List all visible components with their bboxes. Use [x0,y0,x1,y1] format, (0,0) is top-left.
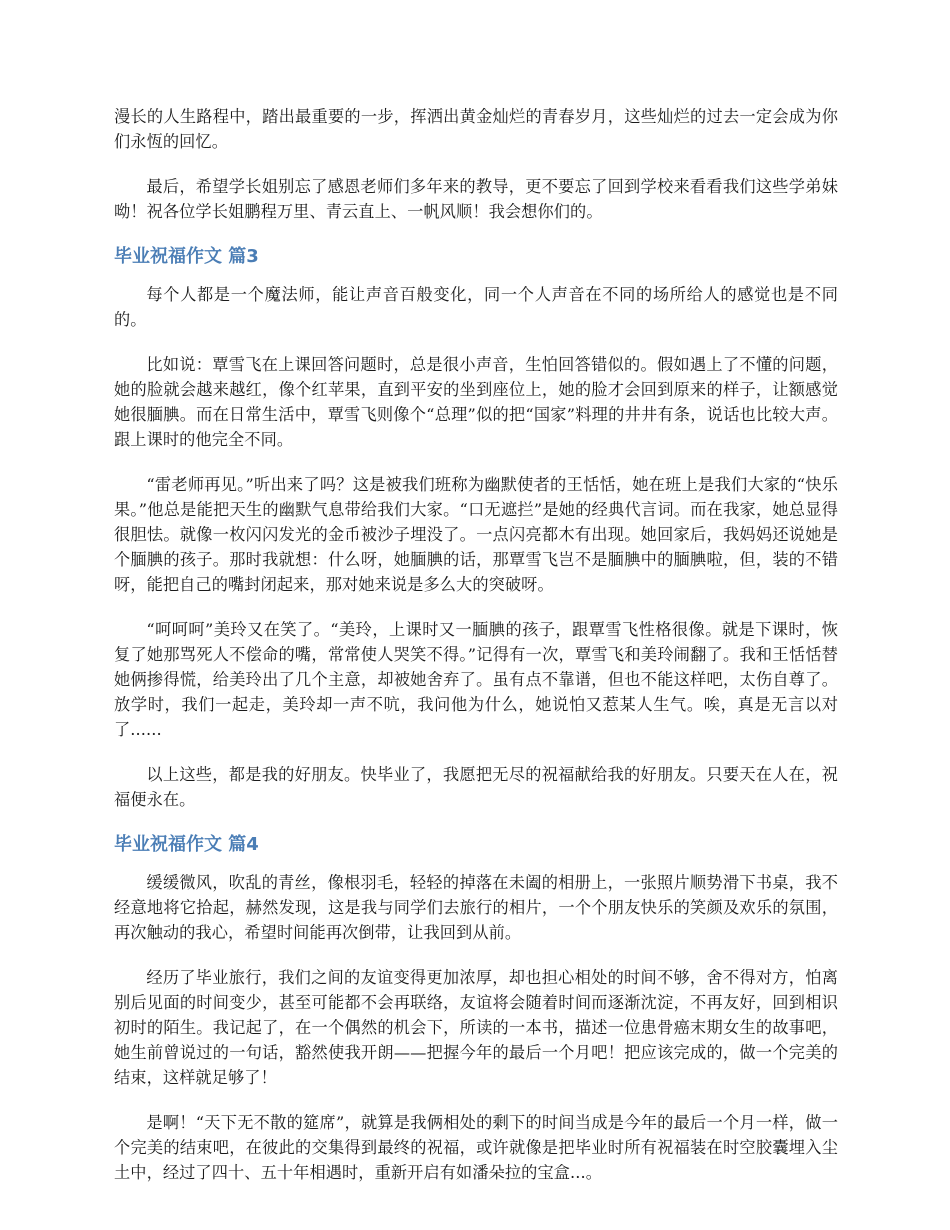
paragraph: 缓缓微风，吹乱的青丝，像根羽毛，轻轻的掉落在未阖的相册上，一张照片顺势滑下书桌，我不经意地将它拾起，赫然发现，这是我与同学们去旅行的相片，一个个朋友快乐的笑颜及欢乐的氛围，再次触动的我心，希望时间能再次倒带，让我回到从前。 [114,873,838,942]
section-heading: 毕业祝福作文 篇3 [114,246,259,267]
paragraph: 每个人都是一个魔法师，能让声音百般变化，同一个人声音在不同的场所给人的感觉也是不同的。 [114,285,838,329]
paragraph: “呵呵呵”美玲又在笑了。“美玲，上课时又一腼腆的孩子，跟覃雪飞性格很像。就是下课时，恢复了她那骂死人不偿命的嘴，常常使人哭笑不得。”记得有一次，覃雪飞和美玲闹翻了。我和王恬恬替她俩掺得慌，给美玲出了几个主意，却被她舍弃了。虽有点不靠谱，但也不能这样吧，太伤自尊了。放学时，我们一起走，美玲却一声不吭，我问他为什么，她说怕又惹某人生气。唉，真是无言以对了...... [114,620,838,739]
paragraph: 以上这些，都是我的好朋友。快毕业了，我愿把无尽的祝福献给我的好朋友。只要天在人在，祝福便永在。 [114,765,838,809]
paragraph: 比如说：覃雪飞在上课回答问题时，总是很小声音，生怕回答错似的。假如遇上了不懂的问题，她的脸就会越来越红，像个红苹果，直到平安的坐到座位上，她的脸才会回到原来的样子，让额感觉她很腼腆。而在日常生活中，覃雪飞则像个“总理”似的把“国家”料理的井井有条，说话也比较大声。跟上课时的他完全不同。 [114,355,838,449]
paragraph: 是啊！“天下无不散的筵席”，就算是我俩相处的剩下的时间当成是今年的最后一个月一样，做一个完美的结束吧，在彼此的交集得到最终的祝福，或许就像是把毕业时所有祝福装在时空胶囊埋入尘土中，经过了四十、五十年相遇时，重新开启有如潘朵拉的宝盒...。 [114,1113,838,1182]
section-heading: 毕业祝福作文 篇4 [114,834,259,855]
document-page [114,104,838,1205]
paragraph: “雷老师再见。”听出来了吗？这是被我们班称为幽默使者的王恬恬，她在班上是我们大家的“快乐果。”他总是能把天生的幽默气息带给我们大家。“口无遮拦”是她的经典代言词。而在我家，她总显得很胆怯。就像一枚闪闪发光的金币被沙子埋没了。一点闪亮都木有出现。她回家后，我妈妈还说她是个腼腆的孩子。那时我就想：什么呀，她腼腆的话，那覃雪飞岂不是腼腆中的腼腆啦，但，装的不错呀，能把自己的嘴封闭起来，那对她来说是多么大的突破呀。 [114,475,838,594]
paragraph: 最后，希望学长姐别忘了感恩老师们多年来的教导，更不要忘了回到学校来看看我们这些学弟妹呦！祝各位学长姐鹏程万里、青云直上、一帆风顺！我会想你们的。 [114,177,838,221]
paragraph: 漫长的人生路程中，踏出最重要的一步，挥洒出黄金灿烂的青春岁月，这些灿烂的过去一定会成为你们永恆的回忆。 [114,107,838,151]
paragraph: 经历了毕业旅行，我们之间的友谊变得更加浓厚，却也担心相处的时间不够，舍不得对方，怕离别后见面的时间变少，甚至可能都不会再联络，友谊将会随着时间而逐渐沈淀，不再友好，回到相识初时的陌生。我记起了，在一个偶然的机会下，所读的一本书，描述一位患骨癌末期女生的故事吧，她生前曾说过的一句话，豁然使我开朗——把握今年的最后一个月吧！把应该完成的，做一个完美的结束，这样就足够了！ [114,968,838,1087]
